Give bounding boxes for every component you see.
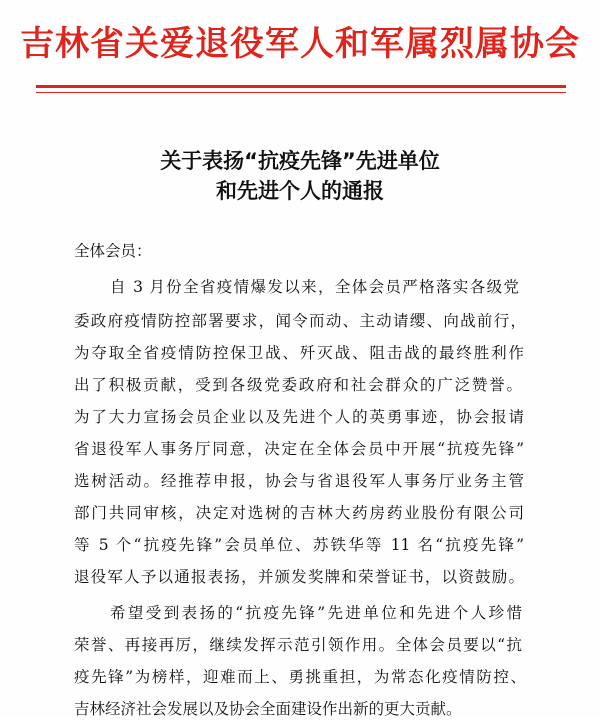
paragraph-1-line-9: 等 5 个“抗疫先锋”会员单位、苏铁华等 11 名“抗疫先锋” <box>74 536 524 554</box>
document-title-line-1: 关于表扬“抗疫先锋”先进单位 <box>160 149 440 173</box>
paragraph-2-line-3: 疫先锋”为榜样，迎难而上、勇挑重担，为常态化疫情防控、 <box>74 668 526 686</box>
paragraph-1-line-10: 退役军人予以通报表扬，并颁发奖牌和荣誉证书，以资鼓励。 <box>74 568 524 586</box>
salutation: 全体会员： <box>74 242 152 260</box>
paragraph-1-line-6: 省退役军人事务厅同意，决定在全体会员中开展“抗疫先锋” <box>74 440 524 458</box>
paragraph-1-line-7: 选树活动。经推荐申报，协会与省退役军人事务厅业务主管 <box>74 472 524 490</box>
header-rule-thin <box>36 92 566 93</box>
paragraph-2-line-4: 吉林经济社会发展以及协会全面建设作出新的更大贡献。 <box>74 700 462 718</box>
paragraph-1-line-8: 部门共同审核，决定对选树的吉林大药房药业股份有限公司 <box>74 504 524 522</box>
paragraph-2-line-2: 荣誉、再接再厉，继续发挥示范引领作用。全体会员要以“抗 <box>74 636 522 654</box>
document-title-line-2: 和先进个人的通报 <box>216 179 384 203</box>
paragraph-2-line-1: 希望受到表扬的“抗疫先锋”先进单位和先进个人珍惜 <box>110 604 522 622</box>
paragraph-1-line-4: 出了积极贡献，受到各级党委政府和社会群众的广泛赞誉。 <box>74 376 522 394</box>
paragraph-1-line-5: 为了大力宣扬会员企业以及先进个人的英勇事迹，协会报请 <box>74 408 524 426</box>
paragraph-1-line-1: 自 3 月份全省疫情爆发以来，全体会员严格落实各级党 <box>110 278 519 296</box>
paragraph-1-line-3: 为夺取全省疫情防控保卫战、歼灭战、阻击战的最终胜利作 <box>74 344 524 362</box>
paragraph-1-line-2: 委政府疫情防控部署要求，闻令而动、主动请缨、向战前行， <box>74 312 526 330</box>
organization-header: 吉林省关爱退役军人和军属烈属协会 <box>20 24 580 64</box>
header-rule-thick <box>36 85 566 88</box>
